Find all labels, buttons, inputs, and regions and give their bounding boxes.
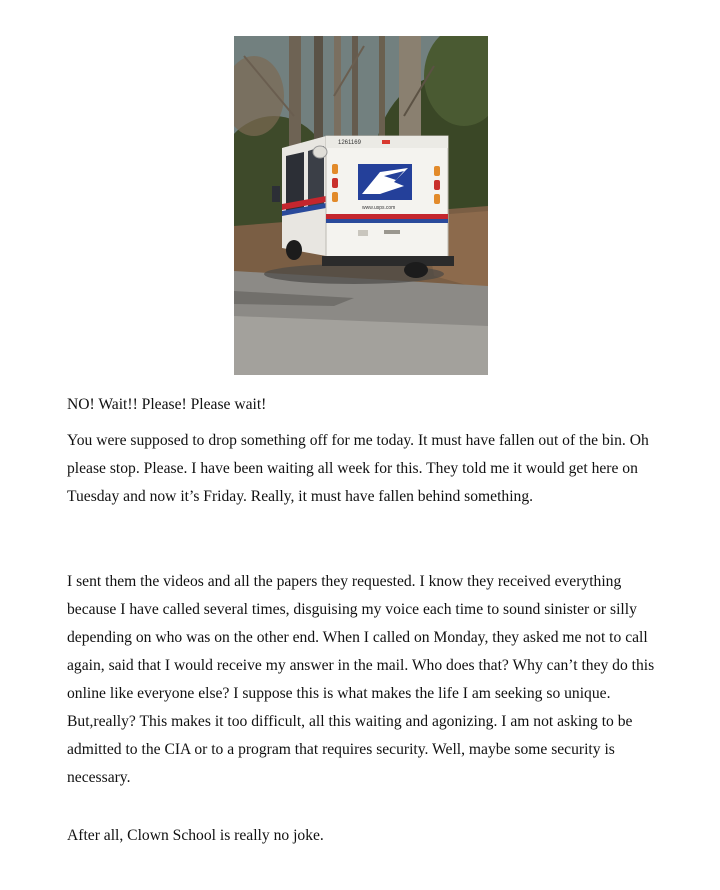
opening-exclamation: NO! Wait!! Please! Please wait! [67, 396, 267, 413]
truck-number: 1261169 [338, 140, 361, 146]
eagle-logo-icon [358, 164, 412, 200]
paragraph-application-details: I sent them the videos and all the papers they requested. I know they received everything because I have called several times, disguising my voice each time to sound sinister or silly depending on who was on the other end. When I called on Monday, they asked me not to call again, said that I would receive my answer in the mail. Who does that? Why can’t they do this online like everyone else? I suppose this is what makes the life I am seeking so unique. But,really? This makes it too difficult, all this waiting and agonizing. I am not asking to be admitted to the CIA or to a program that requires security. Well, maybe some security is necessary. [67, 573, 655, 786]
mail-truck-photo [234, 36, 488, 375]
paragraph-missing-delivery: You were supposed to drop something off for me today. It must have fallen out of the bin. Oh please stop. Please. I have been waiting all week for this. They told me it would get here on Tuesday and now it’s Friday. Really, it must have fallen behind something. [67, 432, 649, 505]
closing-line: After all, Clown School is really no joke. [67, 827, 324, 844]
truck-url: www.usps.com [362, 205, 396, 211]
